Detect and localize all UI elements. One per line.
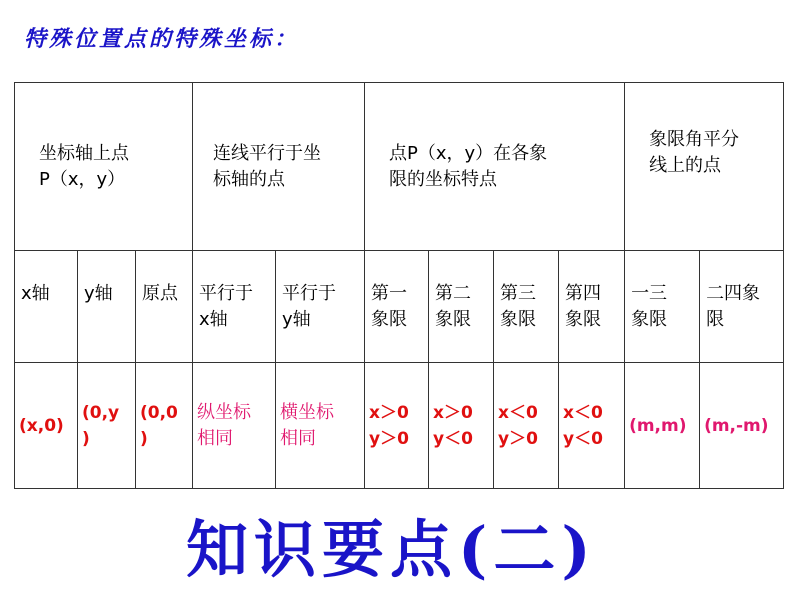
sub-parallel-x: 平行于 x轴: [193, 251, 276, 363]
sub-y-axis: y轴: [78, 251, 136, 363]
sub-x-axis: x轴: [15, 251, 78, 363]
value-origin: (0,0 ): [136, 363, 193, 489]
sub-quadrant-4: 第四 象限: [559, 251, 625, 363]
sub-bisector-24: 二四象 限: [700, 251, 784, 363]
value-bisector-24: (m,-m): [700, 363, 784, 489]
footer-heading: 知识要点(二): [186, 513, 597, 586]
sub-quadrant-1: 第一 象限: [365, 251, 429, 363]
value-x-axis: (x,0): [15, 363, 78, 489]
value-y-axis: (0,y ): [78, 363, 136, 489]
header-bisector-points: 象限角平分 线上的点: [625, 83, 784, 251]
value-parallel-x: 纵坐标 相同: [193, 363, 276, 489]
value-bisector-13: (m,m): [625, 363, 700, 489]
sub-quadrant-3: 第三 象限: [494, 251, 559, 363]
sub-bisector-13: 一三 象限: [625, 251, 700, 363]
value-quadrant-1: x＞0 y＞0: [365, 363, 429, 489]
sub-quadrant-2: 第二 象限: [429, 251, 494, 363]
value-quadrant-3: x＜0 y＞0: [494, 363, 559, 489]
header-quadrant-signs: 点P（x，y）在各象 限的坐标特点: [365, 83, 625, 251]
value-parallel-y: 横坐标 相同: [276, 363, 365, 489]
sub-parallel-y: 平行于 y轴: [276, 251, 365, 363]
header-axis-points: 坐标轴上点 P（x，y）: [15, 83, 193, 251]
header-parallel-points: 连线平行于坐 标轴的点: [193, 83, 365, 251]
coordinate-table: [14, 82, 784, 489]
value-quadrant-4: x＜0 y＜0: [559, 363, 625, 489]
page-title: 特殊位置点的特殊坐标：: [24, 27, 300, 52]
value-quadrant-2: x＞0 y＜0: [429, 363, 494, 489]
sub-origin: 原点: [136, 251, 193, 363]
